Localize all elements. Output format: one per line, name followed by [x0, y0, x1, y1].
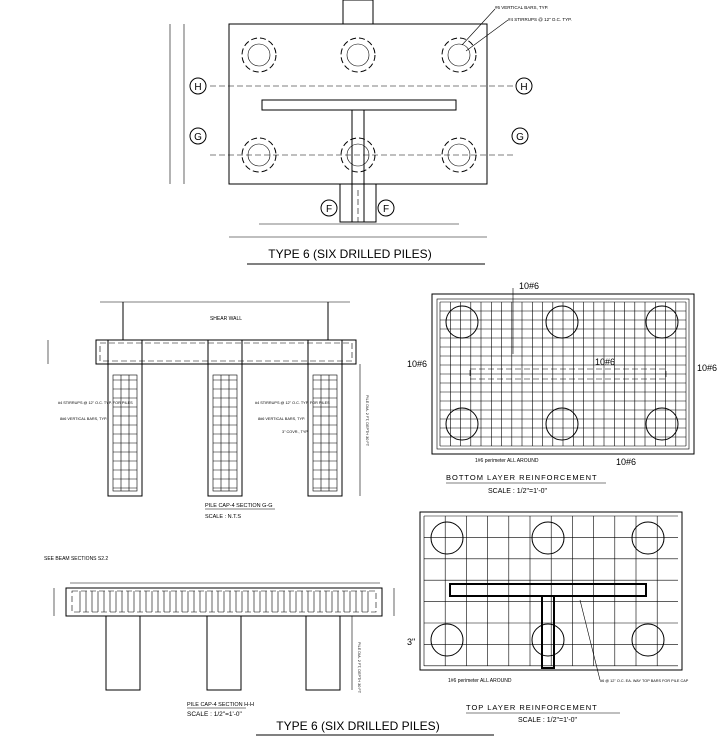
top-layer-wall-outline-vertical	[542, 596, 554, 668]
section-h-h-title: PILE CAP-4 SECTION H-H	[187, 702, 254, 708]
section-h-h-scale: SCALE : 1/2"=1'-0"	[187, 711, 242, 718]
label-center-bars: 10#6	[595, 357, 616, 367]
note-pile-depth: PILE DIA. 2 FT, DEPTH 30 FT	[365, 395, 369, 447]
section-marker-h-right[interactable]	[516, 78, 532, 94]
pile-center	[207, 616, 241, 690]
section-g-g	[48, 302, 369, 520]
top-layer-scale: SCALE : 1/2"=1'-0"	[518, 717, 578, 724]
footer-title: TYPE 6 (SIX DRILLED PILES)	[276, 719, 440, 733]
top-layer-cover-dim: 3"	[407, 637, 416, 647]
top-layer-leader	[580, 600, 600, 680]
pile-rebar-cage	[248, 44, 270, 66]
svg-text:F: F	[382, 204, 390, 215]
section-marker-f-right[interactable]	[378, 200, 394, 216]
plan-piles	[242, 38, 476, 172]
top-layer-wall-outline-horizontal	[450, 584, 646, 596]
section-g-g-scale: SCALE : N.T.S	[205, 514, 242, 520]
label-left-bars: 10#6	[407, 359, 428, 369]
note-vertical-bars-left: 8#6 VERTICAL BARS, TYP.	[60, 417, 108, 421]
top-layer-bars-note: #6 @ 12" O.C. EA. WAY TOP BARS FOR PILE CAP	[600, 679, 689, 683]
shear-wall-horizontal	[262, 100, 456, 110]
pile-rebar-cage	[448, 44, 470, 66]
label-see-beam: SEE BEAM SECTIONS S2.2	[44, 556, 109, 562]
section-marker-f-left[interactable]	[321, 200, 337, 216]
callout-vertical-bars: #6 VERTICAL BARS, TYP.	[495, 5, 549, 10]
wall-stub-top	[343, 0, 373, 24]
note-vertical-bars-right: 8#6 VERTICAL BARS, TYP.	[258, 417, 306, 421]
note-cover: 3" COVR., TYP.	[282, 430, 309, 434]
pile-cap-section	[96, 340, 356, 364]
pile-cap-plan-view	[170, 0, 572, 264]
top-layer-reinforcement	[407, 512, 689, 724]
pile	[242, 38, 276, 72]
bottom-layer-scale: SCALE : 1/2"=1'-0"	[488, 488, 548, 495]
bottom-layer-perimeter-note: 1#6 perimeter ALL AROUND	[475, 458, 539, 464]
svg-text:H: H	[194, 82, 202, 93]
pile-rebar-cage	[347, 44, 369, 66]
top-layer-perimeter-note: 1#6 perimeter ALL AROUND	[448, 678, 512, 684]
bottom-layer-title: BOTTOM LAYER REINFORCEMENT	[446, 473, 598, 482]
pile	[442, 38, 476, 72]
label-right-bars: 10#6	[697, 363, 718, 373]
section-h-h	[44, 556, 394, 718]
label-bottom-bars: 10#6	[616, 457, 637, 467]
section-marker-g-left[interactable]	[190, 128, 206, 144]
callout-leader	[462, 9, 495, 45]
note-stirrups-right: #4 STIRRUPS @ 12" O.C. TYP. FOR PILES	[255, 401, 330, 405]
pile-left	[106, 616, 140, 690]
pile-right	[306, 616, 340, 690]
svg-text:F: F	[325, 204, 333, 215]
label-shear-wall: SHEAR WALL	[209, 316, 243, 322]
top-layer-title: TOP LAYER REINFORCEMENT	[466, 703, 598, 712]
svg-text:G: G	[516, 132, 524, 143]
section-marker-h-left[interactable]	[190, 78, 206, 94]
cap-rebar	[100, 343, 352, 361]
plan-title: TYPE 6 (SIX DRILLED PILES)	[268, 247, 432, 261]
section-g-g-title: PILE CAP-4 SECTION G-G	[205, 503, 273, 509]
callout-stirrups: #4 STIRRUPS @ 12" O.C. TYP.	[508, 17, 572, 22]
label-top-bars: 10#6	[519, 281, 540, 291]
section-marker-g-right[interactable]	[512, 128, 528, 144]
top-layer-piles	[431, 522, 664, 656]
note-pile-depth: PILE DIA. 2 FT, DEPTH 30 FT	[357, 642, 361, 694]
note-stirrups-left: #4 STIRRUPS @ 12" O.C. TYP. FOR PILES	[58, 401, 133, 405]
beam-stirrups	[80, 591, 368, 612]
svg-text:G: G	[194, 132, 202, 143]
bottom-layer-reinforcement	[407, 281, 717, 495]
svg-text:H: H	[520, 82, 528, 93]
pile	[341, 38, 375, 72]
